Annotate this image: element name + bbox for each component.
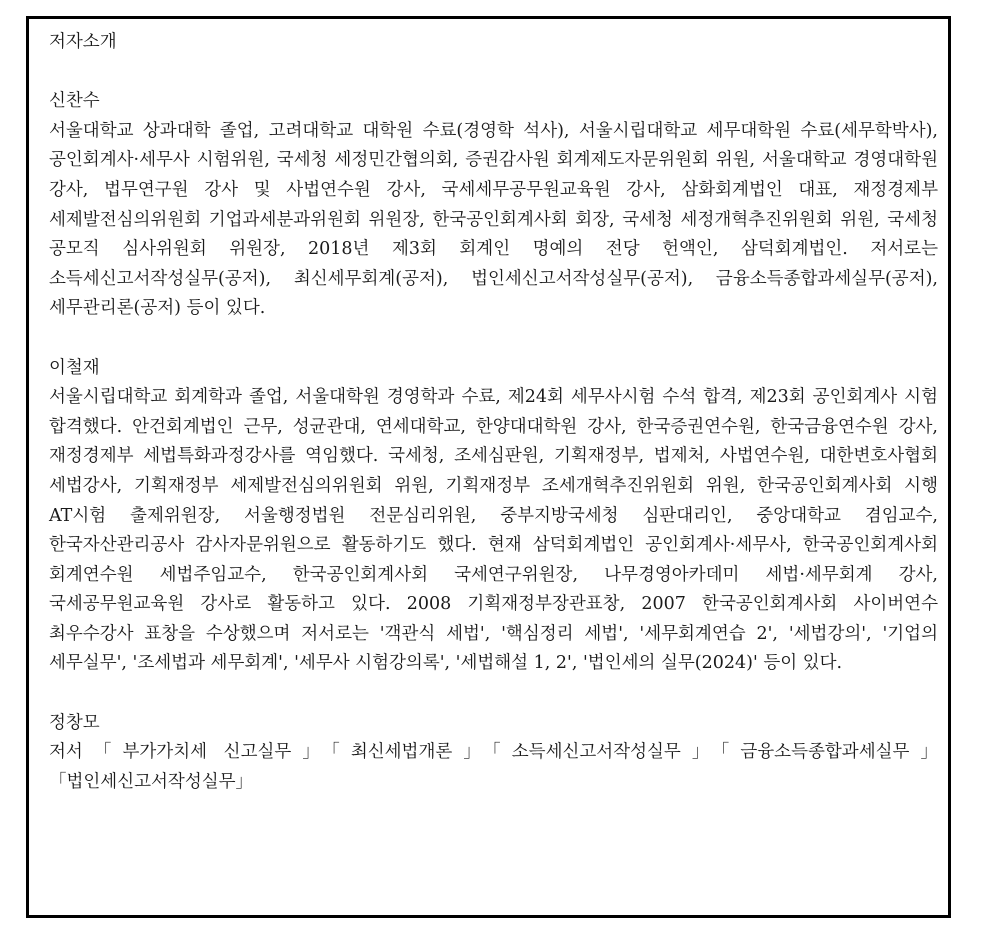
author-intro-box bbox=[26, 16, 951, 918]
author-bio-1: 서울대학교 상과대학 졸업, 고려대학교 대학원 수료(경영학 석사), 서울시립대학교 세무대학원 수료(세무학박사), 공인회계사·세무사 시험위원, 국세청 세정민간협의회, 증권감사원 회계제도자문위원회 위원, 서울대학교 경영대학원 강사, 법무연구원 강사 및 사법연수원 강사, 국세세무공무원교육원 강사, 삼화회계법인 대표, 재정경제부 세제발전심의위원회 기업과세분과위원회 위원장, 한국공인회계사회 회장, 국세청 세정개혁추진위원회 위원, 국세청 공모직 심사위원회 위원장, 2018년 제3회 회계인 명예의 전당 헌액인, 삼덕회계법인. 저서로는 소득세신고서작성실무(공저), 최신세무회계(공저), 법인세신고서작성실무(공저), 금융소득종합과세실무(공저), 세무관리론(공저) 등이 있다. bbox=[49, 120, 938, 319]
spacer bbox=[49, 679, 938, 709]
author-bio-2: 서울시립대학교 회계학과 졸업, 서울대학원 경영학과 수료, 제24회 세무사시험 수석 합격, 제23회 공인회계사 시험 합격했다. 안건회계법인 근무, 성균관대, 연세대학교, 한양대대학원 강사, 한국증권연수원, 한국금융연수원 강사, 재정경제부 세법특화과정강사를 역임했다. 국세청, 조세심판원, 기획재정부, 법제처, 사법연수원, 대한변호사협회 세법강사, 기획재정부 세제발전심의위원회 위원, 기획재정부 조세개혁추진위원회 위원, 한국공인회계사회 시행 AT시험 출제위원장, 서울행정법원 전문심리위원, 중부지방국세청 심판대리인, 중앙대학교 겸임교수, 한국자산관리공사 감사자문위원으로 활동하기도 했다. 현재 삼덕회계법인 공인회계사·세무사, 한국공인회계사회 회계연수원 세법주임교수, 한국공인회계사회 국세연구위원장, 나무경영아카데미 세법·세무회계 강사, 국세공무원교육원 강사로 활동하고 있다. 2008 기획재정부장관표창, 2007 한국공인회계사회 사이버연수 최우수강사 표창을 수상했으며 저서로는 '객관식 세법', '핵심정리 세법', '세무회계연습 2', '세법강의', '기업의 세무실무', '조세법과 세무회계', '세무사 시험강의록', '세법해설 1, 2', '법인세의 실무(2024)' 등이 있다. bbox=[49, 387, 938, 674]
section-title: 저자소개 bbox=[49, 32, 117, 52]
author-name-2: 이철재 bbox=[49, 357, 100, 378]
author-bio-3: 저서「부가가치세 신고실무」「최신세법개론」「소득세신고서작성실무」「금융소득종합과세실무」「법인세신고서작성실무」 bbox=[49, 742, 938, 792]
spacer bbox=[49, 58, 938, 88]
spacer bbox=[49, 324, 938, 354]
author-name-3: 정창모 bbox=[49, 712, 100, 733]
author-name-1: 신찬수 bbox=[49, 91, 100, 112]
